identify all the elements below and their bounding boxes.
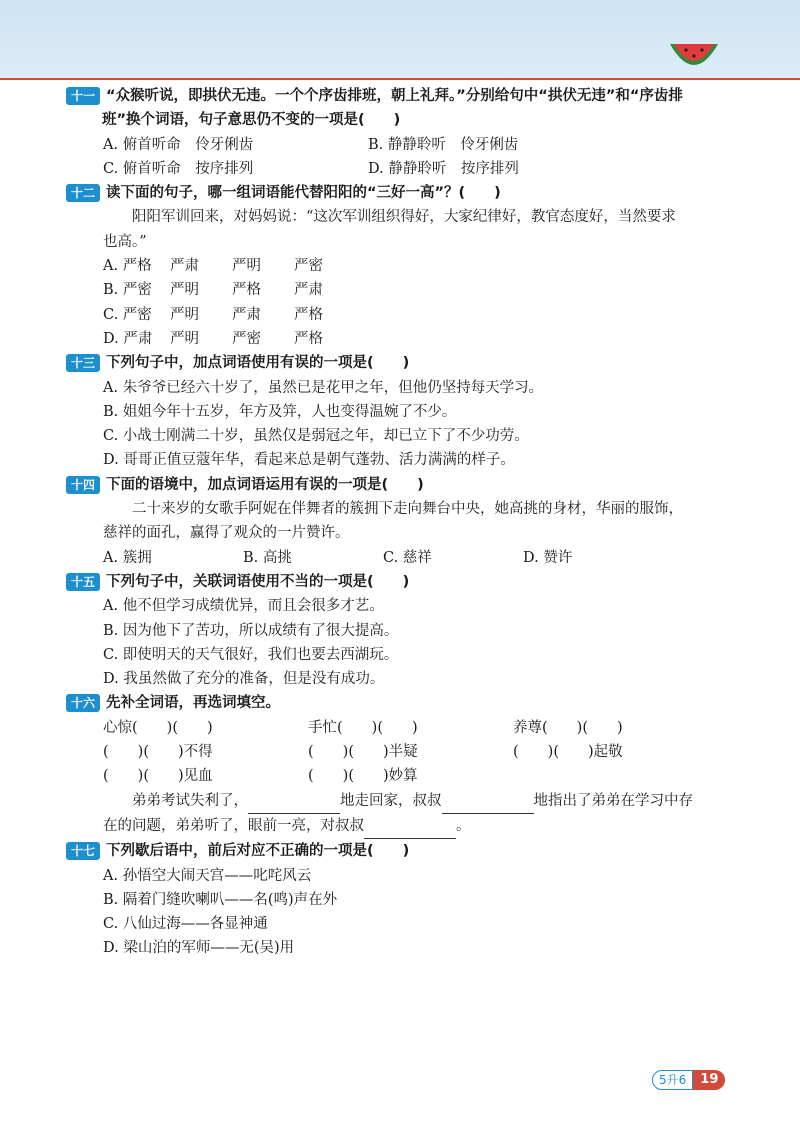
option-c[interactable]: C. 八仙过海——各显神通 [103, 916, 268, 933]
option-word: 严密 [294, 258, 323, 275]
passage-text: 阳阳军训回来，对妈妈说：“这次军训组织得好，大家纪律好，教官态度好，当然要求 [132, 209, 676, 226]
idiom-blank[interactable]: ( )( )妙算 [308, 768, 418, 785]
option-word: 严肃 [232, 306, 261, 323]
option-row-c[interactable] [66, 303, 736, 327]
question-number-badge: 十二 [66, 184, 100, 202]
option-d[interactable]: D. 静静聆听 按序排列 [368, 160, 519, 177]
option-word: 严明 [232, 258, 261, 275]
option-word: 严明 [170, 306, 199, 323]
question-number-badge: 十三 [66, 354, 100, 372]
watermelon-icon [668, 40, 720, 76]
option-c[interactable]: C. 俯首听命 按序排列 [103, 160, 254, 177]
question-stem: 下列句子中，加点词语使用有误的一项是( ) [106, 355, 410, 372]
option-b[interactable]: B. 高挑 [243, 549, 292, 566]
fill-in-passage [66, 789, 736, 814]
option-d[interactable]: D. 梁山泊的军师——无(吴)用 [103, 940, 295, 957]
page-number: 19 [693, 1070, 725, 1090]
question-stem: 下列歇后语中，前后对应不正确的一项是( ) [106, 843, 410, 860]
option-d[interactable]: D. 赞许 [523, 549, 573, 566]
option-word: 严格 [232, 282, 261, 299]
question-11 [66, 84, 736, 181]
question-stem: 先补全词语，再选词填空。 [106, 695, 280, 712]
idiom-blanks-grid [66, 716, 736, 789]
option-word: 严肃 [294, 282, 323, 299]
options-grid [66, 133, 736, 182]
option-word: A. 严格 [103, 258, 152, 275]
passage-text: 。 [456, 817, 471, 834]
option-a[interactable]: A. 孙悟空大闹天宫——叱咤风云 [103, 867, 312, 884]
question-number-badge: 十五 [66, 573, 100, 591]
question-15 [66, 570, 736, 691]
option-row-b[interactable] [66, 278, 736, 302]
question-17 [66, 839, 736, 960]
question-number-badge: 十六 [66, 694, 100, 712]
option-b[interactable]: B. 静静聆听 伶牙俐齿 [368, 136, 519, 153]
answer-blank[interactable] [248, 789, 340, 814]
option-row-a[interactable] [66, 254, 736, 278]
option-row-d[interactable] [66, 327, 736, 351]
question-number-badge: 十七 [66, 842, 100, 860]
answer-blank[interactable] [442, 789, 534, 814]
page-footer [652, 1069, 725, 1091]
option-word: 严明 [170, 282, 199, 299]
option-word: 严格 [294, 330, 323, 347]
passage-text: 地指出了弟弟在学习中存 [533, 792, 693, 809]
option-word: 严明 [170, 330, 199, 347]
option-c[interactable]: C. 即使明天的天气很好，我们也要去西湖玩。 [103, 646, 399, 663]
options-row [66, 546, 736, 570]
option-a[interactable]: A. 朱爷爷已经六十岁了，虽然已是花甲之年，但他仍坚持每天学习。 [103, 379, 544, 396]
option-a[interactable]: A. 他不但学习成绩优异，而且会很多才艺。 [103, 598, 384, 615]
option-a[interactable]: A. 俯首听命 伶牙俐齿 [103, 136, 254, 153]
idiom-blank[interactable]: ( )( )不得 [103, 744, 213, 761]
option-c[interactable]: C. 慈祥 [383, 549, 432, 566]
question-stem-continued: 班”换个词语，句子意思仍不变的一项是( ) [102, 112, 401, 129]
option-word: C. 严密 [103, 306, 152, 323]
question-12 [66, 181, 736, 351]
question-number-badge: 十四 [66, 476, 100, 494]
fill-in-passage-continued [66, 814, 736, 839]
option-word: 严肃 [170, 258, 199, 275]
options-list [66, 376, 736, 473]
option-b[interactable]: B. 姐姐今年十五岁，年方及笄，人也变得温婉了不少。 [103, 403, 457, 420]
question-stem: 下列句子中，关联词语使用不当的一项是( ) [106, 573, 410, 590]
passage-text-continued: 慈祥的面孔，赢得了观众的一片赞许。 [103, 525, 350, 542]
idiom-blank[interactable]: ( )( )起敬 [513, 744, 623, 761]
passage-text: 地走回家，叔叔 [340, 792, 442, 809]
idiom-blank[interactable]: ( )( )半疑 [308, 744, 418, 761]
question-stem: “众猴听说，即拱伏无违。一个个序齿排班，朝上礼拜。”分别给句中“拱伏无违”和“序齿排 [106, 88, 683, 104]
answer-blank[interactable] [364, 814, 456, 839]
option-word: 严格 [294, 306, 323, 323]
idiom-blank[interactable]: 心惊( )( ) [103, 719, 213, 736]
question-13 [66, 351, 736, 472]
grade-label: 5升6 [652, 1070, 693, 1090]
option-word: B. 严密 [103, 282, 152, 299]
passage-text: 弟弟考试失利了， [132, 792, 248, 809]
passage-text: 二十来岁的女歌手阿妮在伴舞者的簇拥下走向舞台中央，她高挑的身材，华丽的服饰， [132, 501, 683, 518]
page-header-band [0, 0, 800, 80]
idiom-blank[interactable]: 手忙( )( ) [308, 719, 418, 736]
passage-text-continued: 也高。” [103, 233, 147, 250]
options-list [66, 594, 736, 691]
option-b[interactable]: B. 隔着门缝吹喇叭——名(鸣)声在外 [103, 891, 338, 908]
idiom-blank[interactable]: 养尊( )( ) [513, 719, 623, 736]
option-a[interactable]: A. 簇拥 [103, 549, 152, 566]
option-b[interactable]: B. 因为他下了苦功，所以成绩有了很大提高。 [103, 622, 399, 639]
option-c[interactable]: C. 小战士刚满二十岁，虽然仅是弱冠之年，却已立下了不少功劳。 [103, 428, 529, 445]
question-stem: 读下面的句子，哪一组词语能代替阳阳的“三好一高”？( ) [106, 185, 501, 202]
option-d[interactable]: D. 哥哥正值豆蔻年华，看起来总是朝气蓬勃、活力满满的样子。 [103, 452, 515, 469]
option-d[interactable]: D. 我虽然做了充分的准备，但是没有成功。 [103, 671, 385, 688]
option-word: 严密 [232, 330, 261, 347]
question-16 [66, 691, 736, 839]
question-stem: 下面的语境中，加点词语运用有误的一项是( ) [106, 476, 424, 493]
question-14 [66, 473, 736, 570]
idiom-blank[interactable]: ( )( )见血 [103, 768, 213, 785]
passage-text: 在的问题，弟弟听了，眼前一亮，对叔叔 [103, 817, 364, 834]
option-word: D. 严肃 [103, 330, 153, 347]
options-list [66, 864, 736, 961]
worksheet-content [66, 84, 736, 961]
question-number-badge: 十一 [66, 87, 100, 105]
